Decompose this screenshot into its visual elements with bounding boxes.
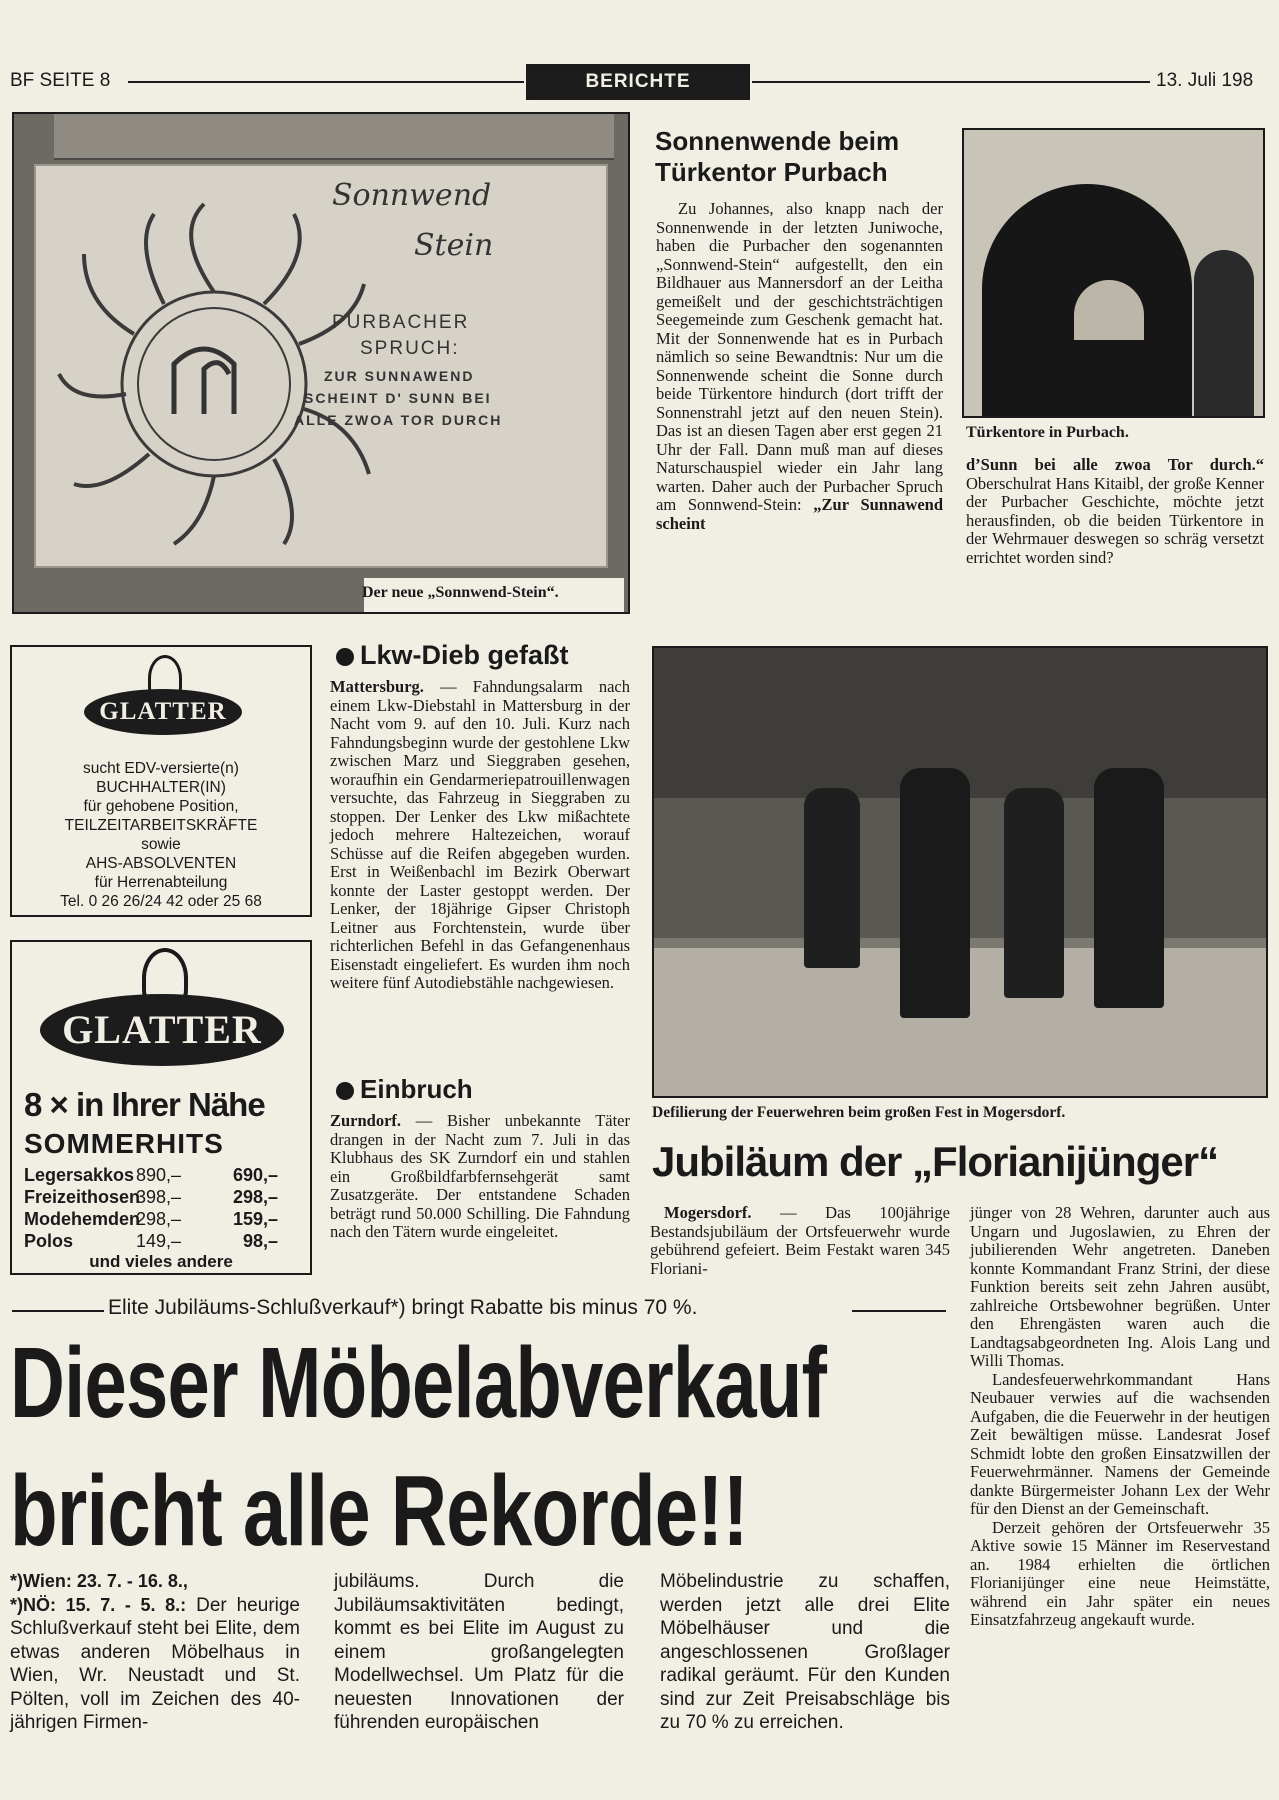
ad-footer: und vieles andere bbox=[89, 1252, 233, 1271]
tuerkentor-caption: Türkentore in Purbach. bbox=[966, 424, 1129, 441]
section-label: BERICHTE bbox=[526, 64, 750, 100]
sonnenwende-body-col1: Zu Johannes, also knapp nach der Sonnenwende in der letzten Juniwoche, haben die Purbacher den sogenannten „Sonnwend-Stein“ aufgestellt, den ein Bildhauer aus Mannersdorf an der Leitha gemeißelt und der geschichtsträchtigen Seegemeinde zum Geschenk gemacht hat. Mit der Sonnenwende hat es in Purbach nämlich so seine Bewandtnis: Nur um die Sonnenwende scheint die Sonne durch beide Türkentore hindurch (dort trifft der Sonnenstrahl jetzt auf den neuen Stein). Das ist an diesen Tagen aber erst gegen 21 Uhr der Fall. Dann muß man auf dieses Naturschauspiel wieder ein Jahr lang warten. Daher auch der Purbacher Spruch am Sonnwend-Stein: „Zur Sunnawend scheint bbox=[656, 200, 943, 533]
stone-photo-caption: Der neue „Sonnwend-Stein“. bbox=[362, 584, 559, 601]
elite-headline-2: bricht alle Rekorde!! bbox=[10, 1455, 748, 1567]
inscription-line: ZUR SUNNAWEND bbox=[324, 368, 475, 384]
inscription-line: Sonnwend bbox=[332, 178, 492, 213]
price-row: Freizeithosen 398,– 298,– bbox=[24, 1187, 278, 1207]
sonnwend-stein-photo bbox=[12, 112, 630, 614]
bullet-icon bbox=[336, 648, 354, 666]
ad-line: BUCHHALTER(IN) bbox=[96, 779, 226, 796]
glatter-job-ad bbox=[10, 645, 312, 917]
einbruch-body: Zurndorf. — Bisher unbekannte Täter drangen in der Nacht zum 7. Juli in das Klubhaus des SK Zurndorf ein und stahlen ein Großbildfarbfernsehgerät samt Zusatzgeräte. Der entstandene Schaden beträgt rund 50.000 Schilling. Die Fahndung nach den Tätern wurde eingeleitet. bbox=[330, 1111, 630, 1241]
inscription-line: SCHEINT D' SUNN BEI bbox=[304, 390, 492, 406]
lkw-headline: Lkw-Dieb gefaßt bbox=[336, 640, 569, 671]
tuerkentor-photo bbox=[962, 128, 1265, 418]
ad-line: für Herrenabteilung bbox=[94, 874, 228, 891]
elite-body-col2: jubiläums. Durch die Jubiläumsaktivitäten bedingt, kommt es bei Elite im August zu einem großangelegten Modellwechsel. Um Platz für die neuesten Innovationen der führenden europäischen bbox=[334, 1571, 624, 1733]
sonnenwende-body-col2: d’Sunn bei alle zwoa Tor durch.“ Oberschulrat Hans Kitaibl, der große Kenner der Purbacher Geschichte, möchte jetzt herausfinden, ob die beiden Türkentore in der Wehrmauer deswegen so schräg versetzt errichtet worden sind? bbox=[966, 455, 1264, 567]
ad-line: sucht EDV-versierte(n) bbox=[83, 760, 239, 777]
ad-line: Tel. 0 26 26/24 42 oder 25 68 bbox=[60, 893, 262, 910]
ad-subhead: SOMMERHITS bbox=[24, 1128, 224, 1159]
feuerwehr-headline: Jubiläum der „Florianijünger“ bbox=[652, 1138, 1219, 1185]
lkw-body: Mattersburg. — Fahndungsalarm nach einem Lkw-Diebstahl in Mattersburg in der Nacht vom 9. auf den 10. Juli. Kurz nach Fahndungsbeginn wurde der gestohlene Lkw zwischen Marz und Sieggraben gesehen, woraufhin ein Gendarmeriepatrouillenwagen versuchte, das Fahrzeug in Sieggraben zu stoppen. Der Lenker des Lkw mißachtete jedoch mehrere Haltezeichen, worauf Schüsse auf die Reifen abgegeben wurden. Erst in Weißenbachl im Bezirk Oberwart konnte der Laster gestoppt werden. Der Lenker, der 18jährige Gipser Christoph Leitner aus Forchtenstein, wurde über richterlichen Befehl in das Gefangenenhaus Eisenstadt eingeliefert. Es wurden ihm noch weitere fünf Autodiebstähle nachgewiesen. bbox=[330, 677, 630, 992]
inscription-line: Stein bbox=[414, 228, 494, 263]
ad-line: sowie bbox=[141, 836, 181, 853]
elite-body-col3: Möbelindustrie zu schaffen, werden jetzt alle drei Elite Möbelhäuser und die angeschlossenen Großlager radikal geräumt. Für den Kunden sind zur Zeit Preisabschläge bis zu 70 % zu erreichen. bbox=[660, 1571, 950, 1733]
price-row: Polos 149,– 98,– bbox=[24, 1231, 278, 1251]
glatter-logo: GLATTER bbox=[84, 689, 242, 735]
feuerwehr-parade-photo bbox=[652, 646, 1268, 1098]
sonnenwende-headline: Sonnenwende beim Türkentor Purbach bbox=[655, 126, 900, 187]
page-date: 13. Juli 198 bbox=[1156, 70, 1254, 91]
elite-body-col1: *)Wien: 23. 7. - 16. 8., *)NÖ: 15. 7. - 5. 8.: Der heurige Schlußverkauf steht bei Elite, dem etwas anderen Möbelhaus in Wien, Wr. Neustadt und St. Pölten, voll im Zeichen des 40-jährigen Firmen- bbox=[10, 1571, 300, 1733]
price-row: Modehemden 298,– 159,– bbox=[24, 1209, 278, 1229]
ad-headline: 8 × in Ihrer Nähe bbox=[24, 1086, 265, 1123]
elite-headline-1: Dieser Möbelabverkauf bbox=[10, 1327, 827, 1439]
ad-line: TEILZEITARBEITSKRÄFTE bbox=[64, 817, 258, 834]
glatter-sale-ad bbox=[10, 940, 312, 1275]
elite-kicker: Elite Jubiläums-Schlußverkauf*) bringt Rabatte bis minus 70 %. bbox=[108, 1296, 698, 1319]
feuerwehr-body-col1: Mogersdorf. — Das 100jährige Bestandsjubiläum der Ortsfeuerwehr wurde gebührend gefeiert. Beim Festakt waren 345 Floriani- bbox=[650, 1203, 950, 1278]
bullet-icon bbox=[336, 1082, 354, 1100]
inscription-line: PURBACHER bbox=[332, 312, 470, 333]
ad-line: AHS-ABSOLVENTEN bbox=[85, 855, 237, 872]
price-row: Legersakkos 890,– 690,– bbox=[24, 1165, 278, 1185]
page-label: BF SEITE 8 bbox=[10, 70, 111, 91]
inscription-line: SPRUCH: bbox=[360, 338, 460, 359]
feuerwehr-photo-caption: Defilierung der Feuerwehren beim großen Fest in Mogersdorf. bbox=[652, 1104, 1066, 1121]
feuerwehr-body-col2: jünger von 28 Wehren, darunter auch aus Ungarn und Jugoslawien, zu Ehren der jubilierenden Wehr angetreten. Daneben konnte Kommandant Franz Strini, der diese Funktion bereits seit zehn Jahren ausübt, zahlreiche Ortsbewohner begrüßen. Unter den Ehrengästen waren auch die Landtagsabgeordneten Ing. Alois Lang und Willi Thomas. Landesfeuerwehrkommandant Hans Neubauer verwies auf die wachsenden Aufgaben, die die Feuerwehr in der heutigen Zeit bewältigen müsse. Landesrat Josef Schmidt lobte den großen Einsatzwillen der Feuerwehrmänner. Namens der Gemeinde dankte Bürgermeister Johann Lex der Wehr für den Dienst an der Gemeinschaft. Derzeit gehören der Ortsfeuerwehr 35 Aktive sowie 15 Männer im Reservestand an. 1984 erhielten die örtlichen Florianijünger eine neue Heimstätte, während ein Jahr später ein neues Einsatzfahrzeug angekauft wurde. bbox=[970, 1203, 1270, 1629]
inscription-line: ALLE ZWOA TOR DURCH bbox=[294, 412, 503, 428]
einbruch-headline: Einbruch bbox=[336, 1074, 473, 1105]
glatter-logo: GLATTER bbox=[40, 994, 284, 1066]
ad-line: für gehobene Position, bbox=[83, 798, 239, 815]
